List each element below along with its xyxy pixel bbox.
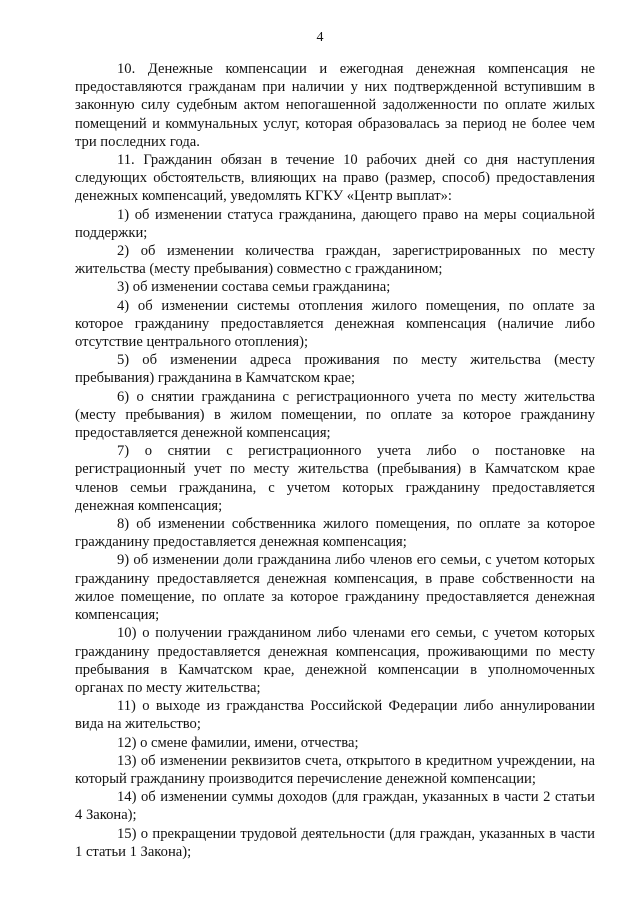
list-item-5: 5) об изменении адреса проживания по месту жительства (месту пребывания) гражданина в Камчатском крае; <box>75 352 595 387</box>
list-item-12: 12) о смене фамилии, имени, отчества; <box>117 734 359 751</box>
document-body <box>75 60 595 861</box>
list-item-3: 3) об изменении состава семьи гражданина; <box>117 279 391 296</box>
paragraph-10: 10. Денежные компенсации и ежегодная денежная компенсация не предоставляются гражданам при наличии у них подтвержденной вступившим в законную силу судебным актом непогашенной задолженности по оплате жилых помещений и коммунальных услуг, которая образовалась за период не более чем три последних года. <box>75 61 595 150</box>
paragraph-11: 11. Гражданин обязан в течение 10 рабочих дней со дня наступления следующих обстоятельств, влияющих на право (размер, способ) предоставления денежных компенсаций, уведомлять КГКУ «Центр выплат»: <box>75 152 595 205</box>
list-item-9: 9) об изменении доли гражданина либо членов его семьи, с учетом которых гражданину предоставляется денежная компенсация, в праве собственности на жилое помещение, по оплате за которое гражданину предоставляется денежная компенсация; <box>75 552 595 624</box>
list-item-13: 13) об изменении реквизитов счета, открытого в кредитном учреждении, на который гражданину производится перечисление денежной компенсации; <box>75 752 595 787</box>
page-number: 4 <box>316 30 324 45</box>
list-item-4: 4) об изменении системы отопления жилого помещения, по оплате за которое гражданину предоставляется денежная компенсация (наличие либо отсутствие центрального отопления); <box>75 297 595 351</box>
list-item-2: 2) об изменении количества граждан, зарегистрированных по месту жительства (месту пребывания) совместно с гражданином; <box>75 243 595 278</box>
list-item-10: 10) о получении гражданином либо членами его семьи, с учетом которых гражданину предоставляется денежная компенсация, проживающими по месту пребывания в Камчатском крае, денежной компенсации в уполномоченных органах по месту жительства; <box>75 625 595 696</box>
list-item-14: 14) об изменении суммы доходов (для граждан, указанных в части 2 статьи 4 Закона); <box>75 789 595 824</box>
list-item-7: 7) о снятии с регистрационного учета либо о постановке на регистрационный учет по месту жительства (пребывания) в Камчатском крае членов семьи гражданина, с учетом которых гражданину предоставляется денежная компенсация; <box>75 443 595 514</box>
list-item-6: 6) о снятии гражданина с регистрационного учета по месту жительства (месту пребывания) в жилом помещении, по оплате за которое гражданину предоставляется денежной компенсация; <box>75 388 595 442</box>
list-item-8: 8) об изменении собственника жилого помещения, по оплате за которое гражданину предоставляется денежная компенсация; <box>75 516 595 551</box>
list-item-11: 11) о выходе из гражданства Российской Федерации либо аннулировании вида на жительство; <box>75 698 595 733</box>
list-item-15: 15) о прекращении трудовой деятельности (для граждан, указанных в части 1 статьи 1 Закона); <box>75 825 595 860</box>
list-item-1: 1) об изменении статуса гражданина, дающего право на меры социальной поддержки; <box>75 206 595 241</box>
